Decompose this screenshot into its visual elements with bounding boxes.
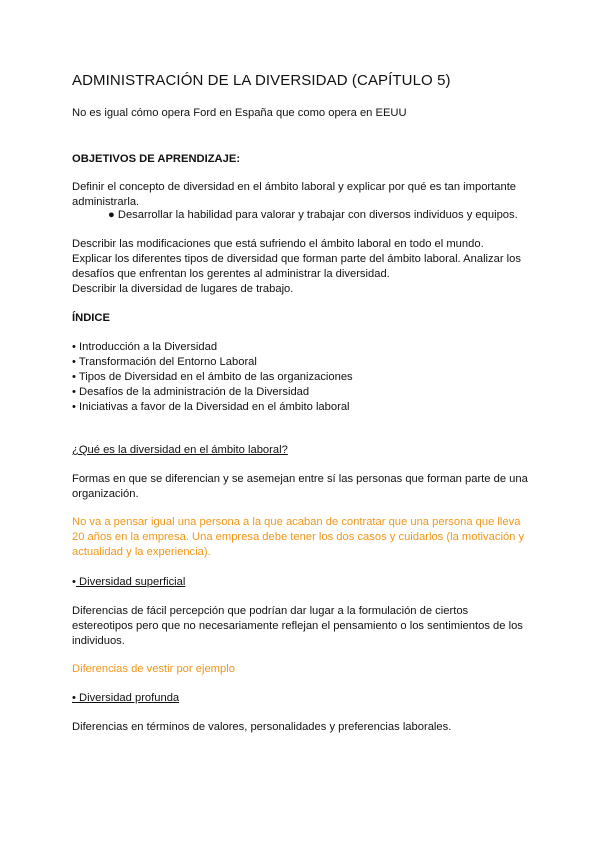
index-item: • Transformación del Entorno Laboral [72,356,257,368]
index-item: • Desafíos de la administración de la Diversidad [72,386,310,398]
orange-note-2: Diferencias de vestir por ejemplo [72,663,235,675]
deep-diversity-heading: • Diversidad profunda [72,692,180,704]
surface-diversity-heading [72,575,532,590]
intro-text: No es igual cómo opera Ford en España que como opera en EEUU [72,107,407,119]
index-list [72,340,532,415]
objective-1-bullet: ● Desarrollar la habilidad para valorar y trabajar con diversos individuos y equipos. [108,209,518,221]
index-item: • Iniciativas a favor de la Diversidad en el ámbito laboral [72,401,350,413]
objective-3: Explicar los diferentes tipos de diversidad que forman parte del ámbito laboral. Analizar los desafíos que enfrentan los gerentes al administrar la diversidad. [72,253,521,280]
surface-diversity-label: Diversidad superficial [75,576,186,588]
bullet-glyph: • [72,576,76,588]
objective-1: Definir el concepto de diversidad en el ámbito laboral y explicar por qué es tan importante administrarla. [72,181,517,208]
definition-text: Formas en que se diferencian y se asemejan entre sí las personas que forman parte de una organización. [72,473,528,500]
index-heading: ÍNDICE [72,312,110,324]
objective-2: Describir las modificaciones que está sufriendo el ámbito laboral en todo el mundo. [72,238,484,250]
index-item: • Introducción a la Diversidad [72,341,218,353]
section-question-heading: ¿Qué es la diversidad en el ámbito laboral? [72,444,288,456]
surface-diversity-text: Diferencias de fácil percepción que podrían dar lugar a la formulación de ciertos estereotipos pero que no necesariamente reflejan el pensamiento o los sentimientos de los individuos. [72,605,523,647]
deep-diversity-text: Diferencias en términos de valores, personalidades y preferencias laborales. [72,721,452,733]
index-item: • Tipos de Diversidad en el ámbito de las organizaciones [72,371,353,383]
orange-note-1: No va a pensar igual una persona a la que acaban de contratar que una persona que lleva 20 años en la empresa. Una empresa debe tener los dos casos y cuidarlos (la motivación y actualidad y la experiencia). [72,516,525,558]
objective-4: Describir la diversidad de lugares de trabajo. [72,283,294,295]
objectives-heading: OBJETIVOS DE APRENDIZAJE: [72,153,241,165]
page-title: ADMINISTRACIÓN DE LA DIVERSIDAD (CAPÍTULO 5) [72,72,451,89]
